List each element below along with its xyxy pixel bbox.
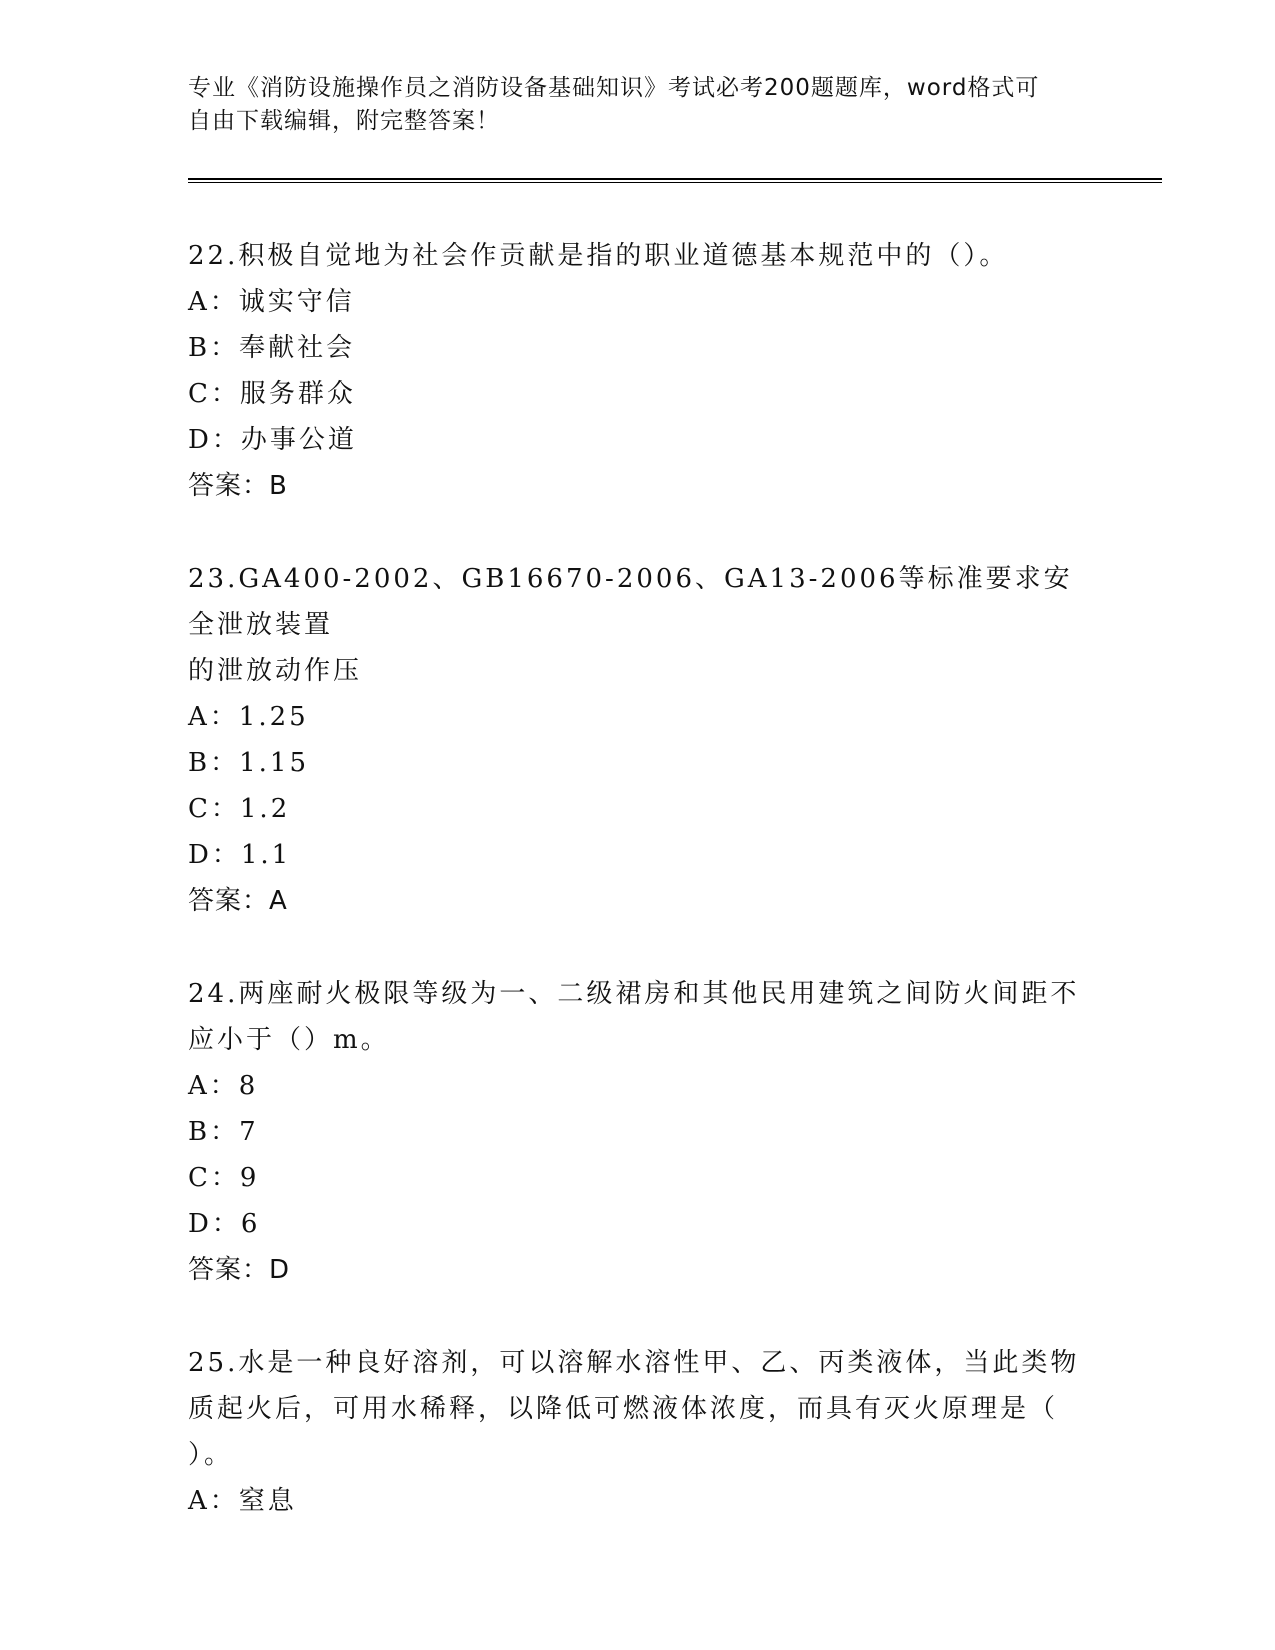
option-d: D：1.1 [188,840,292,870]
option-b: B：奉献社会 [188,333,356,363]
question-24 [188,971,1088,1293]
question-stem-line: 22.积极自觉地为社会作贡献是指的职业道德基本规范中的（）。 [188,241,1009,271]
option-a: A：1.25 [188,702,309,732]
option-a: A：诚实守信 [188,287,355,317]
option-b: B：1.15 [188,748,309,778]
question-stem-line: 24.两座耐火极限等级为一、二级裙房和其他民用建筑之间防火间距不 [188,979,1080,1009]
header-line-2: 自由下载编辑，附完整答案！ [188,108,500,134]
option-a: A：窒息 [188,1486,297,1516]
question-23 [188,556,1088,924]
answer-line: 答案：A [188,886,288,916]
header-divider [188,178,1162,183]
document-header [188,72,1068,138]
option-d: D：办事公道 [188,425,357,455]
question-stem [188,556,1088,694]
question-stem [188,971,1088,1063]
option-c: C：1.2 [188,794,291,824]
question-stem-line: 应小于（）m。 [188,1025,390,1055]
question-22 [188,233,1088,509]
question-list [188,233,1088,1571]
question-stem-line: 的泄放动作压 [188,656,363,686]
question-25 [188,1340,1088,1524]
question-stem-line: 质起火后，可用水稀释，以降低可燃液体浓度，而具有灭火原理是（ [188,1394,1059,1424]
answer-line: 答案：B [188,471,288,501]
option-d: D：6 [188,1209,261,1239]
question-stem [188,233,1088,279]
question-stem-line: ）。 [188,1440,234,1470]
question-stem-line: 25.水是一种良好溶剂，可以溶解水溶性甲、乙、丙类液体，当此类物 [188,1348,1080,1378]
option-b: B：7 [188,1117,259,1147]
answer-line: 答案：D [188,1255,291,1285]
option-a: A：8 [188,1071,259,1101]
question-stem-line: 23.GA400-2002、GB16670-2006、GA13-2006等标准要求安全泄放装置 [188,564,1073,640]
option-c: C：9 [188,1163,260,1193]
option-c: C：服务群众 [188,379,356,409]
header-line-1: 专业《消防设施操作员之消防设备基础知识》考试必考200题题库，word格式可 [188,75,1040,101]
question-stem [188,1340,1088,1478]
